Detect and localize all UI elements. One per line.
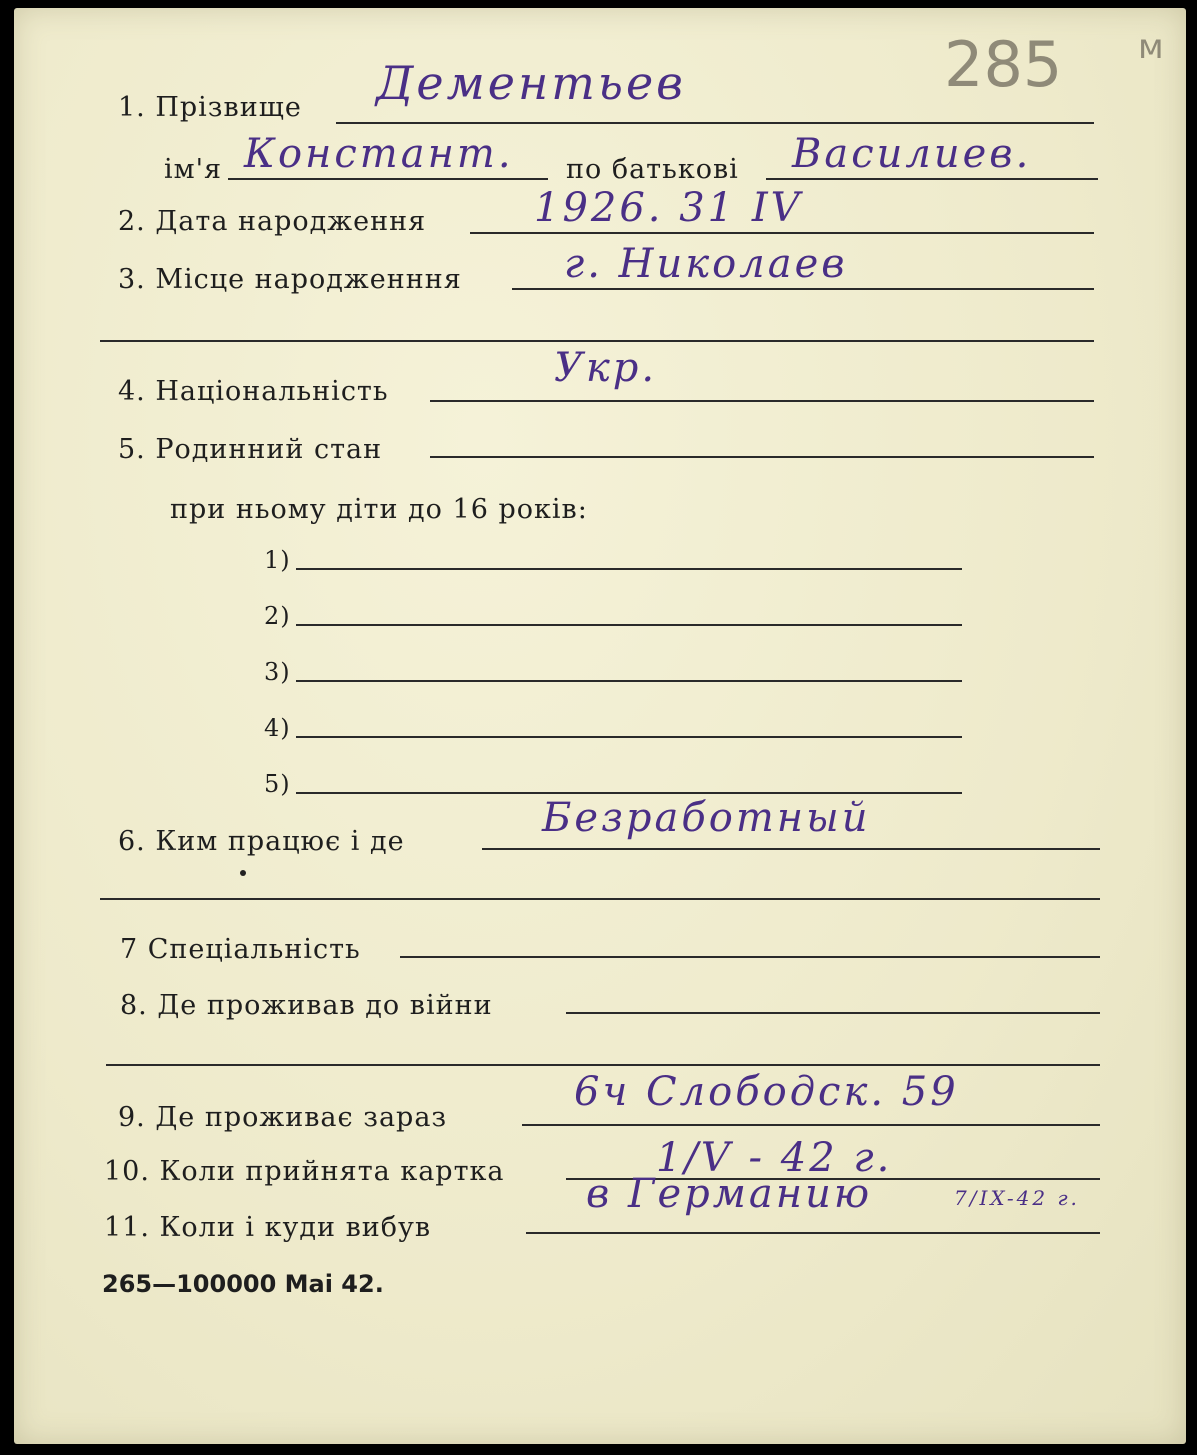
label-child-1: 1) [264,546,291,574]
line-patronymic [766,178,1098,180]
label-work: 6. Ким працює і де [118,826,405,857]
label-specialty: 7 Спеціальність [120,934,361,965]
line-work-2 [100,898,1100,900]
line-birth-date [470,232,1094,234]
value-departed-date: 7/IX-42 г. [954,1186,1080,1210]
line-child-1 [296,568,962,570]
label-birth-place: 3. Місце народженння [118,264,462,295]
label-card-accepted: 10. Коли прийнята картка [104,1156,505,1187]
line-child-5 [296,792,962,794]
line-prewar-residence-2 [106,1064,1100,1066]
archive-number: 285 [944,28,1063,101]
label-patronymic: по батькові [566,154,739,185]
line-surname [336,122,1094,124]
line-child-2 [296,624,962,626]
registration-card [14,8,1186,1444]
line-nationality [430,400,1094,402]
label-children: при ньому діти до 16 років: [170,494,588,525]
archive-mark: м [1138,27,1164,67]
line-birth-place [512,288,1094,290]
value-birth-place: г. Николаев [564,241,848,287]
value-work: Безработный [542,795,871,841]
label-current-residence: 9. Де проживає зараз [118,1102,448,1133]
label-departed: 11. Коли і куди вибув [104,1212,432,1243]
label-child-4: 4) [264,714,291,742]
value-current-residence: 6ч Слободск. 59 [574,1069,959,1115]
label-birth-date: 2. Дата народження [118,206,427,237]
ink-dot [240,870,246,876]
line-family-status [430,456,1094,458]
line-child-3 [296,680,962,682]
label-child-2: 2) [264,602,291,630]
line-specialty [400,956,1100,958]
line-child-4 [296,736,962,738]
label-child-5: 5) [264,770,291,798]
line-prewar-residence [566,1012,1100,1014]
value-departed: в Германию [586,1171,873,1217]
label-surname: 1. Прізвище [118,92,302,123]
value-nationality: Укр. [554,345,658,391]
print-code: 265—100000 Mai 42. [102,1270,384,1298]
value-name: Констант. [244,131,514,177]
value-birth-date: 1926. 31 IV [534,185,803,231]
line-birth-place-2 [100,340,1094,342]
line-current-residence [522,1124,1100,1126]
label-family-status: 5. Родинний стан [118,434,383,465]
label-nationality: 4. Національність [118,376,389,407]
line-work [482,848,1100,850]
label-child-3: 3) [264,658,291,686]
line-name [228,178,548,180]
value-card-accepted: 1/V - 42 г. [656,1135,893,1181]
line-departed [526,1232,1100,1234]
value-surname: Дементьев [376,56,686,110]
value-patronymic: Василиев. [792,131,1032,177]
label-name: ім'я [164,154,223,185]
label-prewar-residence: 8. Де проживав до війни [120,990,493,1021]
